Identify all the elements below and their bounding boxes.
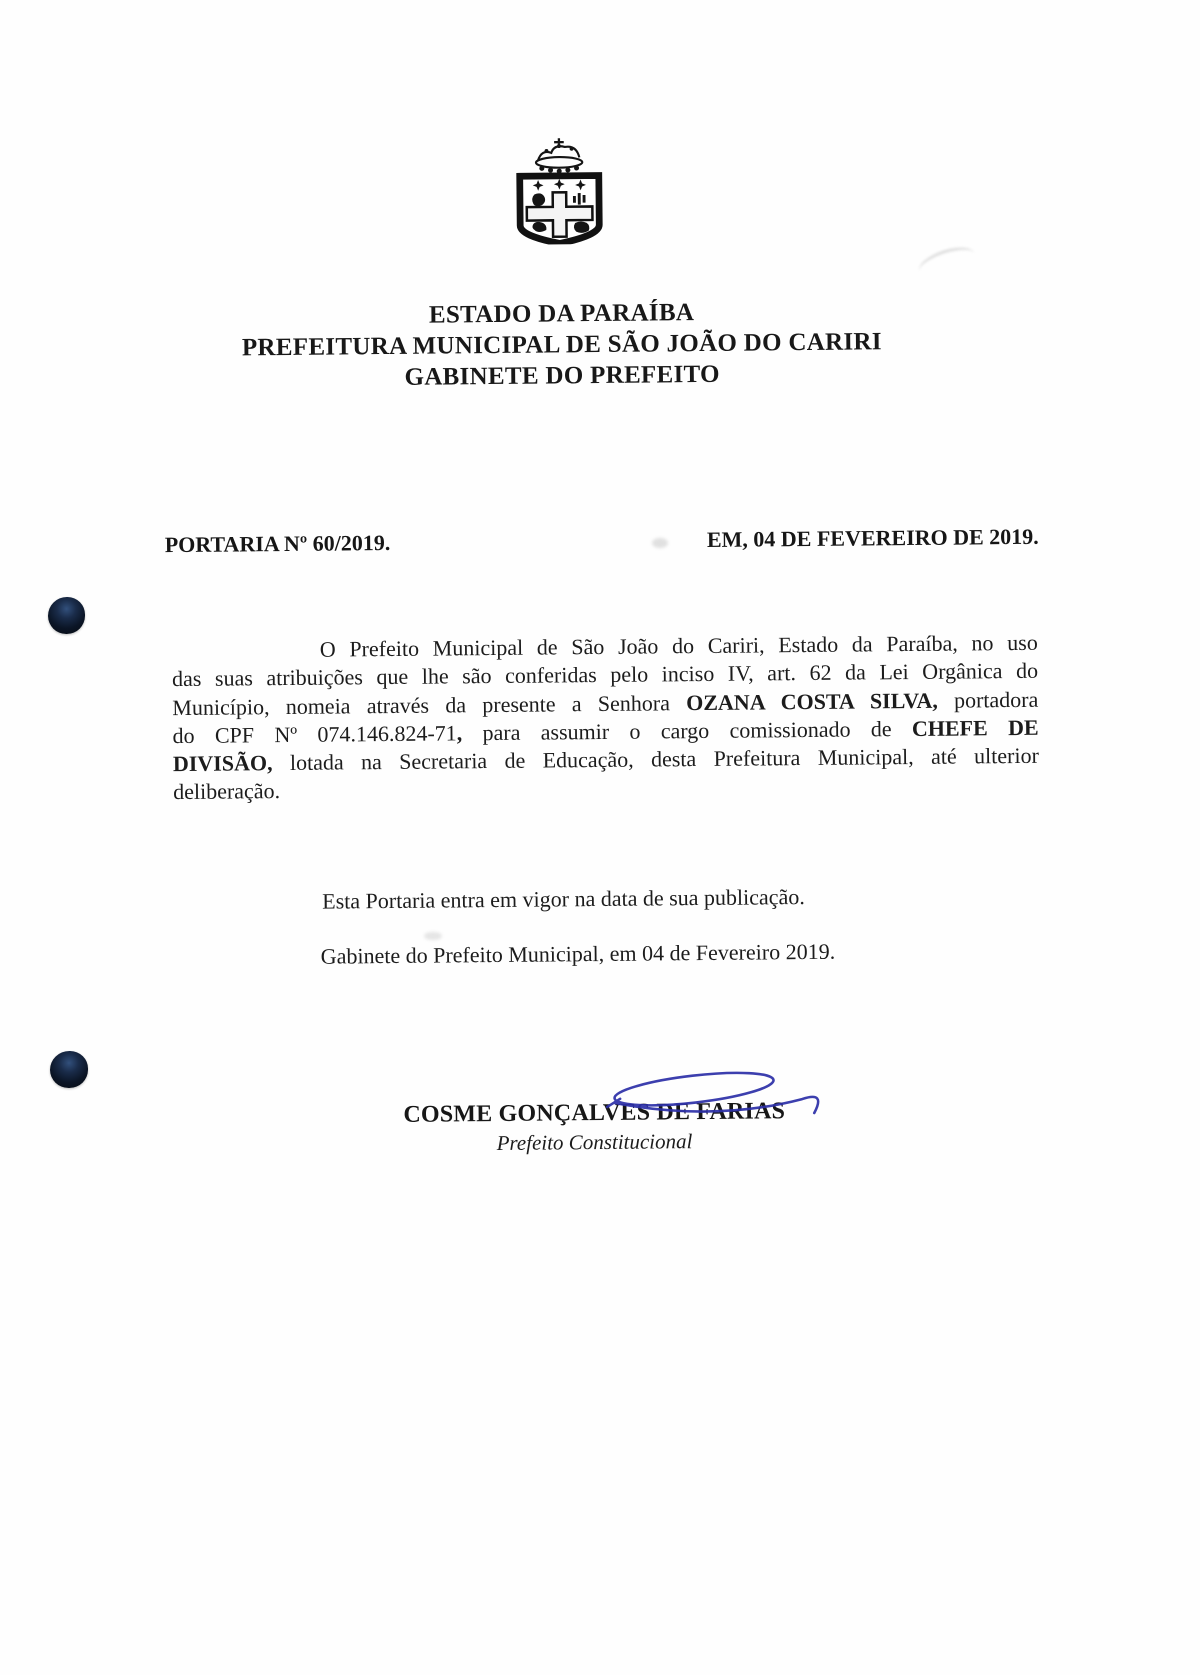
body-text-line: do CPF Nº 074.146.824-71, para assumir o cargo comissionado de CHEFE DE: [172, 714, 1039, 748]
body-text-line: deliberação.: [173, 778, 281, 805]
body-text-line: Município, nomeia através da presente a Senhora OZANA COSTA SILVA, portadora: [172, 686, 1039, 720]
body-paragraph: [172, 629, 1040, 807]
letterhead: [91, 294, 1032, 396]
body-text-line: das suas atribuições que lhe são conferidas pelo inciso IV, art. 62 da Lei Orgânica do: [171, 658, 1039, 692]
handwritten-signature-icon: [574, 1051, 845, 1139]
place-date-sentence: Gabinete do Prefeito Municipal, em 04 de Fevereiro 2019.: [320, 938, 836, 969]
signer-title: Prefeito Constitucional: [496, 1129, 693, 1156]
document-date: EM, 04 DE FEVEREIRO DE 2019.: [706, 523, 1039, 552]
portaria-number: PORTARIA Nº 60/2019.: [164, 530, 391, 558]
paper-fastener-dot-top: [48, 597, 85, 634]
reference-row: [165, 524, 1039, 558]
body-text-line: DIVISÃO, lotada na Secretaria de Educação, desta Prefeitura Municipal, até ulterior: [172, 742, 1039, 777]
paper-fastener-dot-bottom: [50, 1051, 88, 1088]
letterhead-state-line: ESTADO DA PARAÍBA: [428, 299, 695, 329]
body-text-line: O Prefeito Municipal de São João do Cariri, Estado da Paraíba, no uso: [319, 629, 1038, 662]
signer-name: COSME GONÇALVES DE FARIAS: [403, 1098, 786, 1128]
letterhead-municipality-line: PREFEITURA MUNICIPAL DE SÃO JOÃO DO CARIRI: [241, 328, 882, 362]
letterhead-office-line: GABINETE DO PREFEITO: [404, 360, 720, 391]
municipal-coat-of-arms-icon: [500, 136, 619, 245]
effect-sentence: Esta Portaria entra em vigor na data de sua publicação.: [322, 884, 805, 914]
